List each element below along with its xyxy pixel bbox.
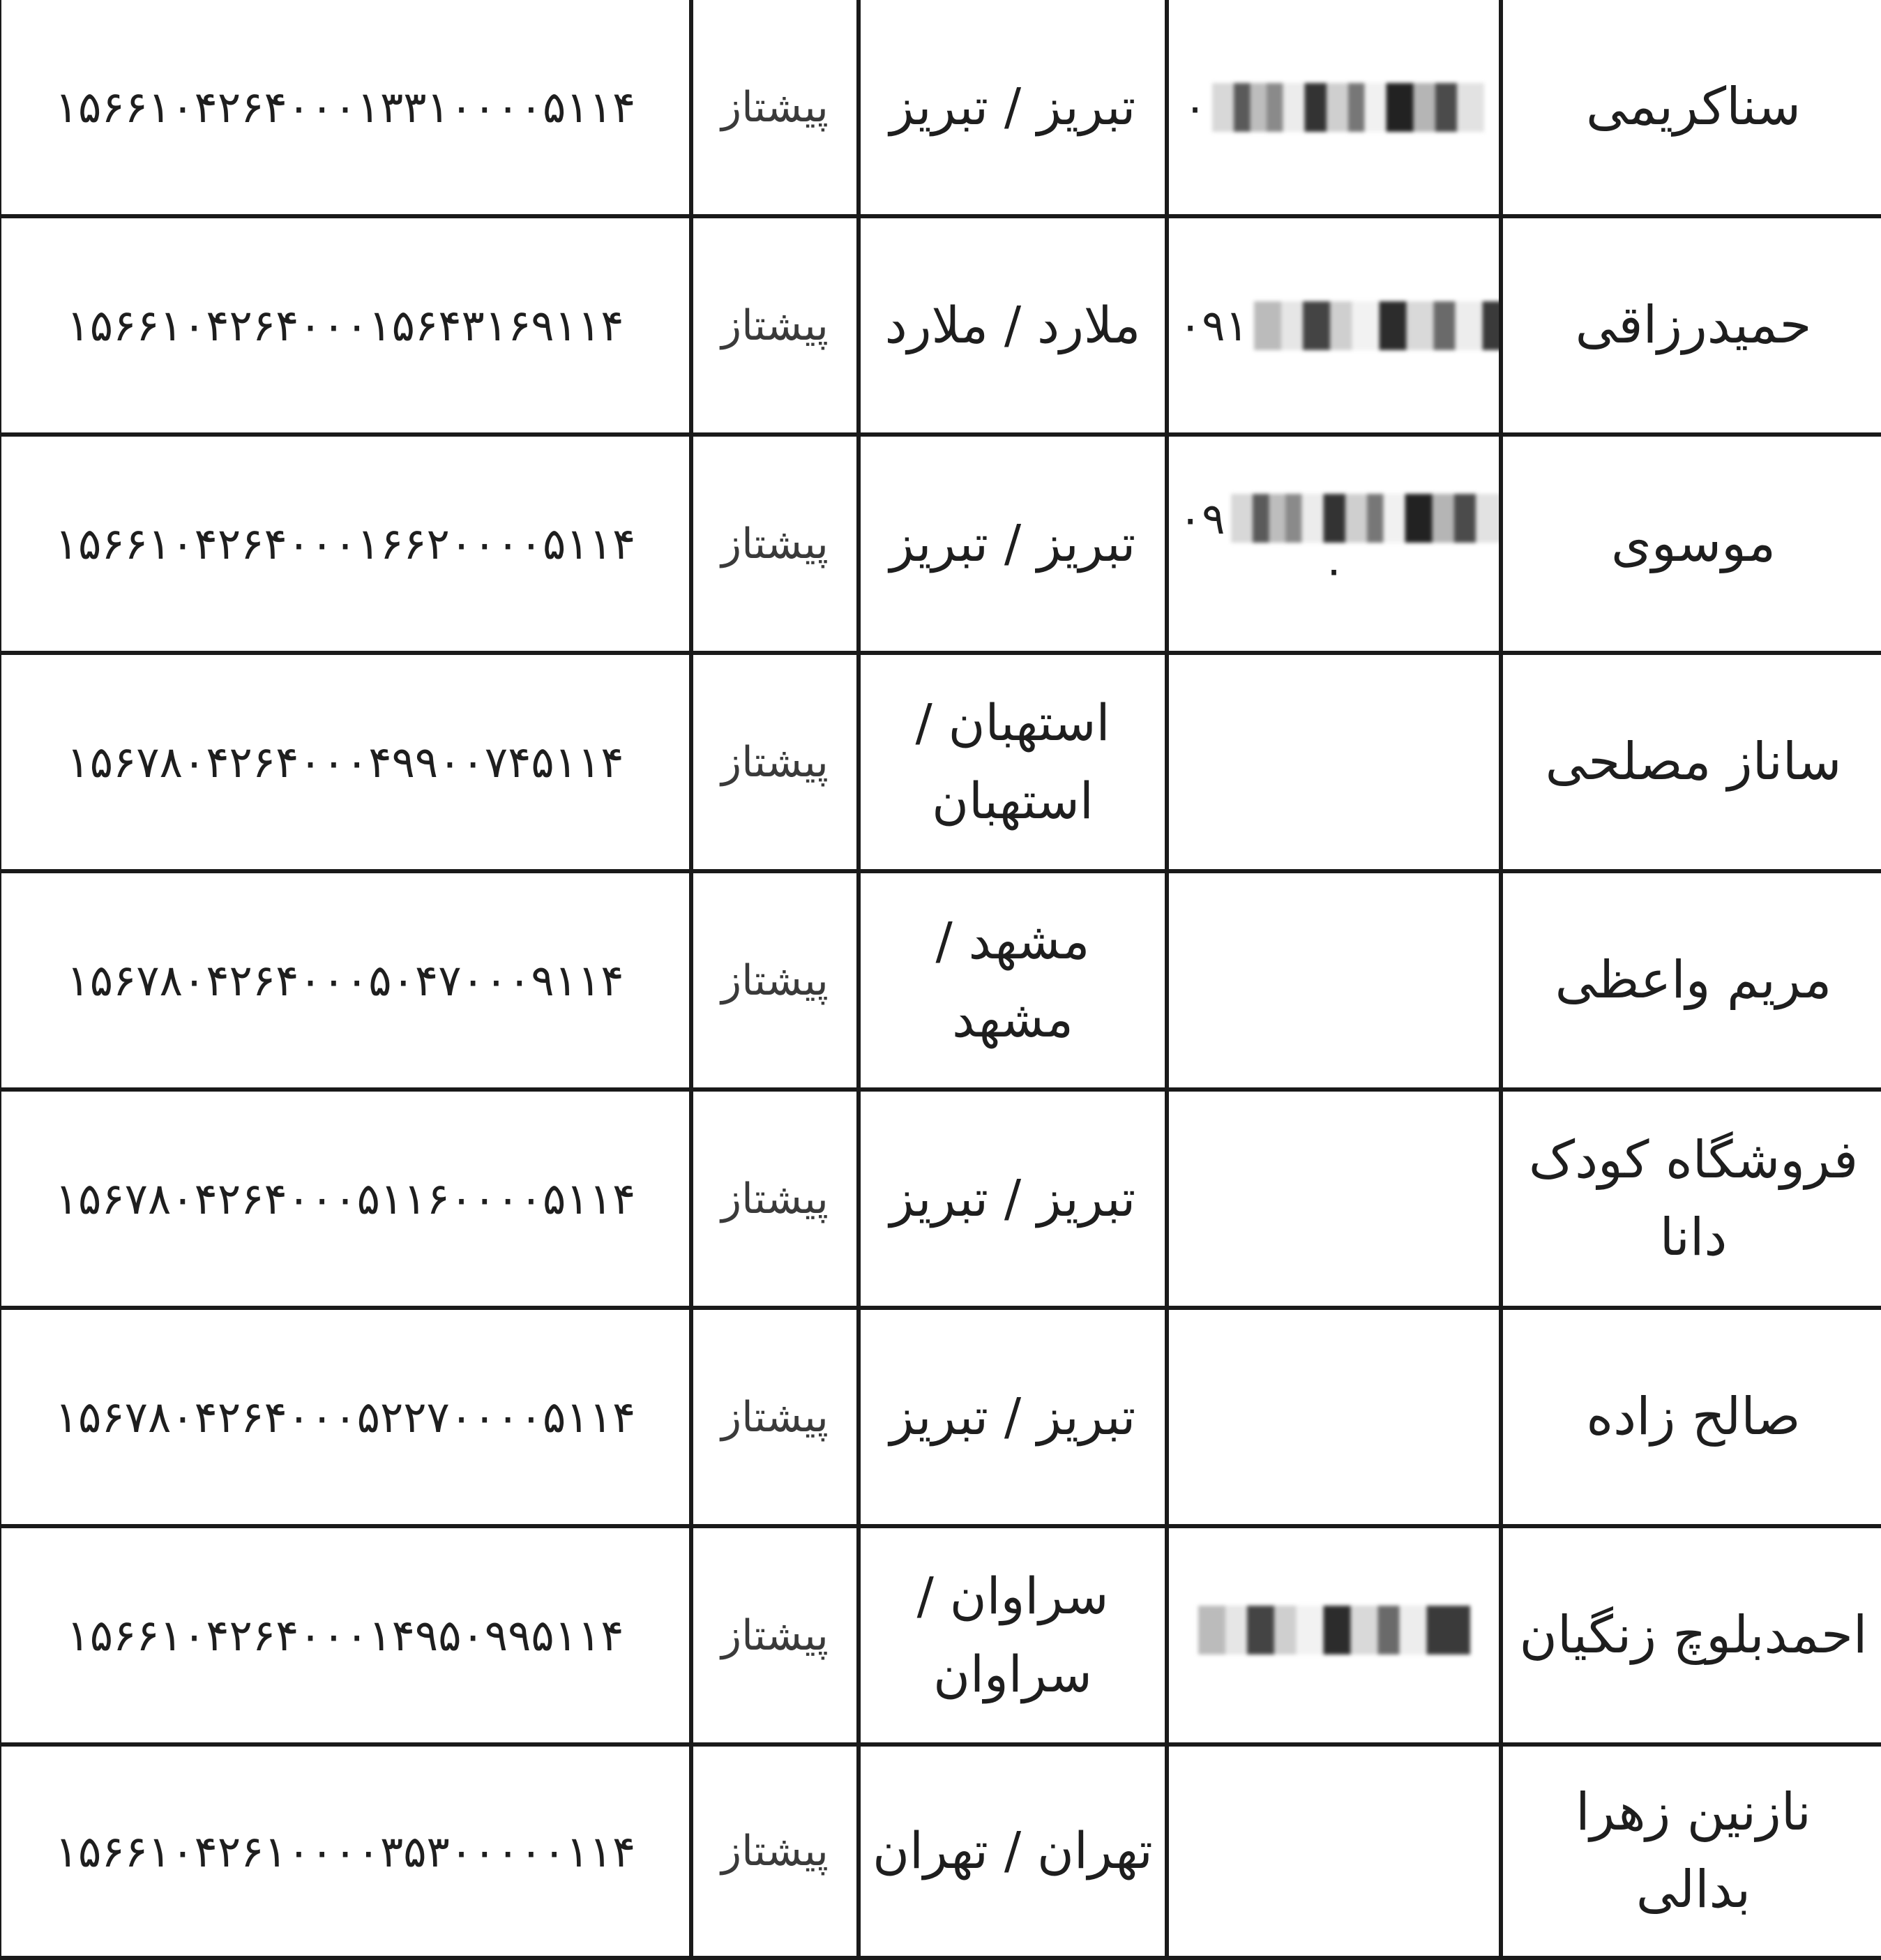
- tracking-code: ۱۵۶۶۱۰۴۲۶۴۰۰۰۱۴۹۵۰۹۹۵۱۱۴: [0, 1526, 691, 1744]
- phone-extra-digit: ۰: [1322, 543, 1346, 595]
- service-type: پیشتاز: [691, 1090, 859, 1308]
- table-row: [0, 1744, 1881, 1958]
- tracking-code: ۱۵۶۷۸۰۴۲۶۴۰۰۰۴۹۹۰۰۷۴۵۱۱۴: [0, 653, 691, 871]
- service-type: پیشتاز: [691, 216, 859, 435]
- phone-cell: [1167, 1308, 1501, 1526]
- service-type: پیشتاز: [691, 871, 859, 1090]
- table-row: [0, 1526, 1881, 1744]
- service-type: پیشتاز: [691, 435, 859, 653]
- recipient-name: فروشگاه کودک دانا: [1501, 1090, 1881, 1308]
- phone-cell: [1167, 871, 1501, 1090]
- recipient-name: احمدبلوچ زنگیان: [1501, 1526, 1881, 1744]
- redaction-mosaic: [1212, 83, 1484, 132]
- city: تهران / تهران: [859, 1744, 1167, 1958]
- city: سراوان / سراوان: [859, 1526, 1167, 1744]
- recipient-name: سناکریمی: [1501, 0, 1881, 216]
- service-type: پیشتاز: [691, 1744, 859, 1958]
- phone-cell: [1167, 435, 1501, 653]
- tracking-code: ۱۵۶۷۸۰۴۲۶۴۰۰۰۵۰۴۷۰۰۰۹۱۱۴: [0, 871, 691, 1090]
- tracking-code: ۱۵۶۶۱۰۴۲۶۱۰۰۰۰۳۵۳۰۰۰۰۰۱۱۴: [0, 1744, 691, 1958]
- table-row: [0, 1308, 1881, 1526]
- redaction-mosaic: [1198, 1606, 1470, 1654]
- service-type: پیشتاز: [691, 1526, 859, 1744]
- phone-visible-digits: ۰۹: [1179, 492, 1225, 544]
- recipient-name: ساناز مصلحی: [1501, 653, 1881, 871]
- phone-cell: [1167, 1090, 1501, 1308]
- phone-cell: [1167, 0, 1501, 216]
- tracking-code: ۱۵۶۶۱۰۴۲۶۴۰۰۰۱۶۶۲۰۰۰۰۵۱۱۴: [0, 435, 691, 653]
- phone-visible-digits: ۰: [1183, 82, 1207, 133]
- phone-visible-digits: ۰۹۱: [1179, 300, 1248, 351]
- table-row: [0, 1090, 1881, 1308]
- city: تبریز / تبریز: [859, 1090, 1167, 1308]
- recipient-name: نازنین زهرا بدالی: [1501, 1744, 1881, 1958]
- city: مشهد / مشهد: [859, 871, 1167, 1090]
- city: تبریز / تبریز: [859, 1308, 1167, 1526]
- phone-cell: [1167, 1526, 1501, 1744]
- table-row: [0, 216, 1881, 435]
- recipient-name: مریم واعظی: [1501, 871, 1881, 1090]
- tracking-code: ۱۵۶۶۱۰۴۲۶۴۰۰۰۱۵۶۴۳۱۶۹۱۱۴: [0, 216, 691, 435]
- phone-cell: [1167, 653, 1501, 871]
- service-type: پیشتاز: [691, 653, 859, 871]
- tracking-code: ۱۵۶۷۸۰۴۲۶۴۰۰۰۵۲۲۷۰۰۰۰۵۱۱۴: [0, 1308, 691, 1526]
- recipient-name: صالح زاده: [1501, 1308, 1881, 1526]
- city: تبریز / تبریز: [859, 435, 1167, 653]
- recipient-name: حمیدرزاقی: [1501, 216, 1881, 435]
- recipient-name: موسوی: [1501, 435, 1881, 653]
- service-type: پیشتاز: [691, 0, 859, 216]
- table-row: [0, 653, 1881, 871]
- phone-cell: [1167, 216, 1501, 435]
- tracking-code: ۱۵۶۶۱۰۴۲۶۴۰۰۰۱۳۳۱۰۰۰۰۵۱۱۴: [0, 0, 691, 216]
- table-row: [0, 435, 1881, 653]
- city: تبریز / تبریز: [859, 0, 1167, 216]
- redaction-mosaic: [1254, 301, 1501, 350]
- phone-cell: [1167, 1744, 1501, 1958]
- service-type: پیشتاز: [691, 1308, 859, 1526]
- table-row: [0, 0, 1881, 216]
- city: استهبان / استهبان: [859, 653, 1167, 871]
- tracking-code: ۱۵۶۷۸۰۴۲۶۴۰۰۰۵۱۱۶۰۰۰۰۵۱۱۴: [0, 1090, 691, 1308]
- redaction-mosaic: [1231, 494, 1501, 543]
- table-row: [0, 871, 1881, 1090]
- city: ملارد / ملارد: [859, 216, 1167, 435]
